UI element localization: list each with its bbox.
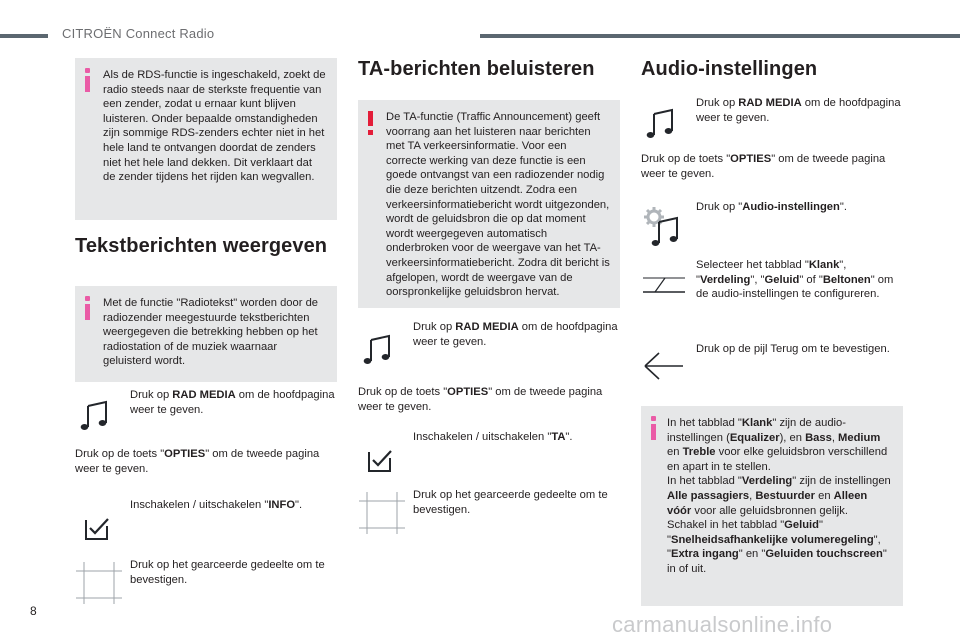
options-paragraph: Druk op de toets "OPTIES" om de tweede pagina weer te geven. (641, 153, 886, 180)
page-number: 8 (30, 604, 37, 618)
tab-slider-icon (641, 272, 687, 298)
back-arrow-icon (641, 348, 687, 384)
info-icon (651, 416, 657, 440)
header-title: CITROËN Connect Radio (62, 26, 215, 41)
radiotext-info-text: Met de functie "Radiotekst" worden door de radiozender meegestuurde tekstberichten weergegeven die betrekking hebben op het radiostation of de muziek waarnaar geluisterd wordt. (103, 297, 319, 368)
settings-music-icon (641, 202, 685, 250)
checkbox-icon (358, 438, 398, 478)
step-text: Druk op RAD MEDIA om de hoofdpagina weer te geven. (130, 389, 335, 416)
radiotext-info-note (75, 286, 337, 382)
watermark: carmanualsonline.info (612, 612, 833, 637)
step-text: Druk op RAD MEDIA om de hoofdpagina weer te geven. (413, 321, 618, 348)
options-paragraph: Druk op de toets "OPTIES" om de tweede pagina weer te geven. (358, 386, 603, 413)
info-icon (85, 296, 91, 320)
audio-info-text: In het tabblad "Klank" zijn de audio-instellingen (Equalizer), en Bass, Medium en Treble voor elke geluidsbron verschillend en apart in te stellen. In het tabblad "Verdeling" zijn de instellingen Alle passagiers, Bestuurder en Alleen vóór voor alle geluidsbronnen gelijk. Schakel in het tabblad "Geluid" "Snelheidsafhankelijke volumeregeling", "Extra ingang" en "Geluiden touchscreen" in of uit. (667, 417, 891, 575)
heading-ta-berichten: TA-berichten beluisteren (358, 58, 595, 80)
info-icon (85, 68, 91, 92)
rds-info-text: Als de RDS-functie is ingeschakeld, zoekt de radio steeds naar de sterkste frequentie van een zender, zodat u ernaar kunt blijven luisteren. Onder bepaalde omstandigheden zijn sommige RDS-zenders echter niet in het hele land te ontvangen doordat de zenders niet het hele land dekken. Dit verklaart dat de zender tijdens het rijden kan wegvallen. (103, 69, 326, 184)
step-text: Druk op de pijl Terug om te bevestigen. (696, 343, 890, 355)
audio-info-note (641, 406, 903, 606)
step-text: Druk op "Audio-instellingen". (696, 201, 847, 213)
hatched-area-icon (358, 488, 406, 536)
step-text: Inschakelen / uitschakelen "TA". (413, 431, 573, 443)
heading-audio-instellingen: Audio-instellingen (641, 58, 818, 80)
warning-icon (368, 111, 374, 135)
header-rule-right (480, 34, 960, 38)
header-rule-left (0, 34, 48, 38)
rds-info-note (75, 58, 337, 220)
checkbox-icon (75, 506, 115, 546)
step-text: Selecteer het tabblad "Klank", "Verdeling", "Geluid" of "Beltonen" om de audio-instellingen te configureren. (696, 259, 894, 301)
music-note-icon (641, 104, 681, 144)
music-note-icon (75, 396, 115, 436)
hatched-area-icon (75, 558, 123, 606)
step-text: Druk op het gearceerde gedeelte om te bevestigen. (130, 559, 325, 586)
ta-warning-text: De TA-functie (Traffic Announcement) geeft voorrang aan het luisteren naar berichten met TA verkeersinformatie. Voor een correcte werking van deze functie is een goede ontvangst van een radiozender nodig die deze berichten uitzendt. Zodra een verkeersinformatiebericht wordt uitgezonden, wordt de geluidsbron die op dat moment wordt weergegeven automatisch onderbroken voor de weergave van het TA-verkeersinformatiebericht. Zodra dit bericht is afgelopen, wordt de weergave van de oorspronkelijke geluidsbron hervat. (386, 111, 610, 299)
step-text: Inschakelen / uitschakelen "INFO". (130, 499, 303, 511)
step-text: Druk op RAD MEDIA om de hoofdpagina weer te geven. (696, 97, 901, 124)
music-note-icon (358, 330, 398, 370)
ta-warning-note (358, 100, 620, 308)
heading-tekstberichten: Tekstberichten weergeven (75, 235, 328, 257)
options-paragraph: Druk op de toets "OPTIES" om de tweede pagina weer te geven. (75, 448, 320, 475)
step-text: Druk op het gearceerde gedeelte om te bevestigen. (413, 489, 608, 516)
